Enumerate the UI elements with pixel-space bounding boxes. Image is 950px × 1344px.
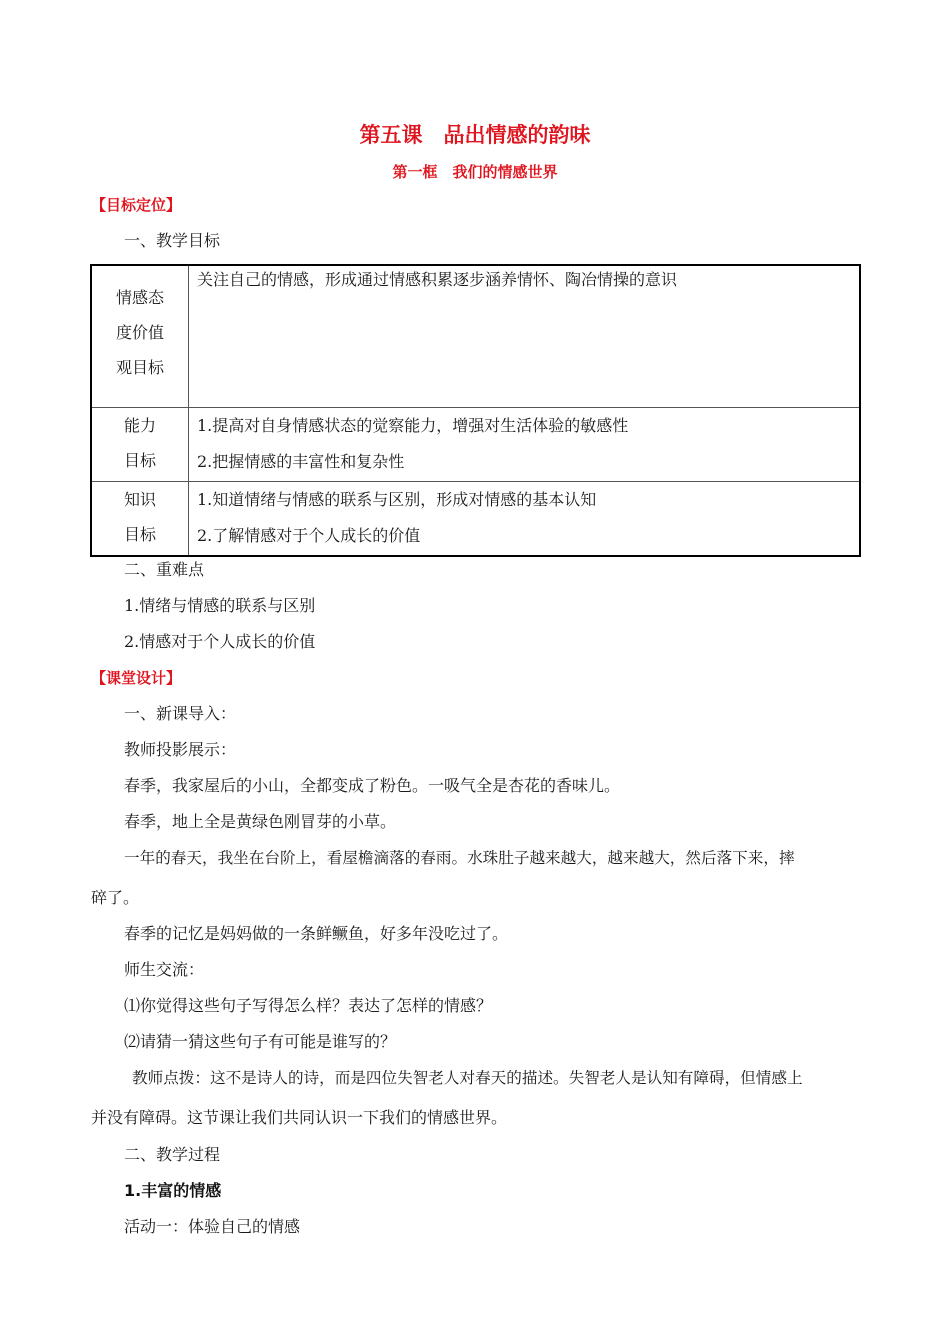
paragraph: 春季，我家屋后的小山，全都变成了粉色。一吸气全是杏花的香味儿。	[124, 776, 621, 795]
paragraph: 一年的春天，我坐在台阶上，看屋檐滴落的春雨。水珠肚子越来越大，越来越大，然后落下来，摔	[124, 849, 795, 867]
row-label-knowledge: 知识 目标	[91, 481, 189, 556]
key-points-heading: 二、重难点	[124, 560, 205, 579]
section-label-goals: 【目标定位】	[91, 196, 182, 214]
section-label-design: 【课堂设计】	[91, 669, 182, 687]
process-heading: 二、教学过程	[124, 1145, 221, 1164]
question: ⑵请猜一猜这些句子有可能是谁写的？	[124, 1032, 397, 1051]
paragraph: 春季的记忆是妈妈做的一条鲜鳜鱼，好多年没吃过了。	[124, 924, 509, 943]
key-point-item: 1.情绪与情感的联系与区别	[124, 596, 316, 615]
table-row	[91, 481, 860, 556]
row-label-attitude: 情感态 度价值 观目标	[91, 265, 189, 407]
paragraph: 教师点拨：这不是诗人的诗，而是四位失智老人对春天的描述。失智老人是认知有障碍，但情感上	[132, 1069, 803, 1087]
row-content-ability: 1.提高对自身情感状态的觉察能力，增强对生活体验的敏感性 2.把握情感的丰富性和复杂性	[189, 407, 861, 481]
paragraph: 碎了。	[91, 888, 140, 907]
paragraph: 师生交流：	[124, 960, 205, 979]
row-content-knowledge: 1.知道情绪与情感的联系与区别，形成对情感的基本认知 2.了解情感对于个人成长的价值	[189, 481, 861, 556]
goals-table	[90, 264, 861, 557]
table-row	[91, 407, 860, 481]
paragraph: 春季，地上全是黄绿色刚冒芽的小草。	[124, 812, 397, 831]
lesson-title: 第五课 品出情感的韵味	[359, 123, 591, 147]
teaching-goals-heading: 一、教学目标	[124, 231, 221, 250]
intro-heading: 一、新课导入：	[124, 704, 237, 723]
sub-heading: 1.丰富的情感	[124, 1181, 222, 1200]
paragraph: 并没有障碍。这节课让我们共同认识一下我们的情感世界。	[91, 1108, 508, 1127]
paragraph: 活动一：体验自己的情感	[124, 1217, 301, 1236]
lesson-subtitle: 第一框 我们的情感世界	[392, 163, 558, 181]
paragraph: 教师投影展示：	[124, 740, 237, 759]
question: ⑴你觉得这些句子写得怎么样？表达了怎样的情感？	[124, 996, 493, 1015]
table-row	[91, 265, 860, 407]
key-point-item: 2.情感对于个人成长的价值	[124, 632, 316, 651]
row-content-attitude: 关注自己的情感，形成通过情感积累逐步涵养情怀、陶冶情操的意识	[189, 265, 861, 407]
row-label-ability: 能力 目标	[91, 407, 189, 481]
